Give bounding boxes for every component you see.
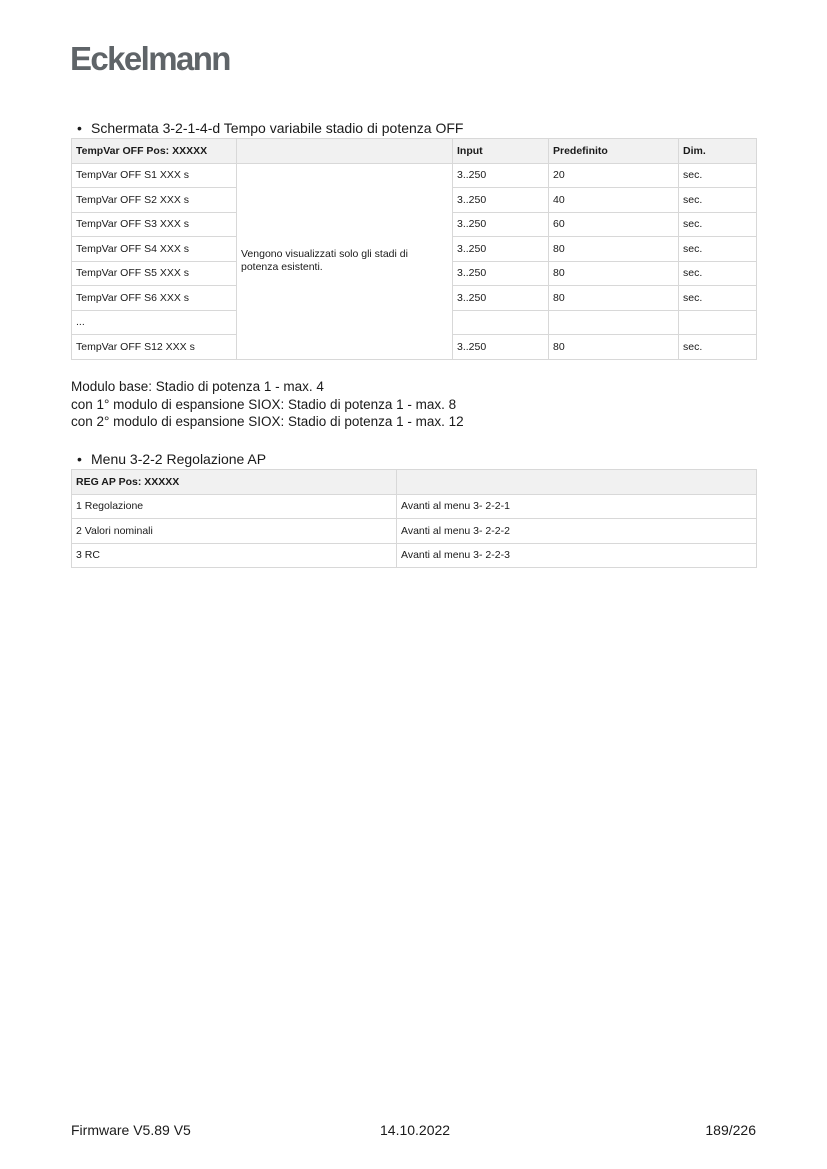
row-name: TempVar OFF S1 XXX s <box>72 163 237 188</box>
header-cell-empty <box>237 139 453 164</box>
reg-ap-table <box>71 469 757 568</box>
row-name: TempVar OFF S4 XXX s <box>72 237 237 262</box>
row-dim: sec. <box>679 261 757 286</box>
row-input: 3..250 <box>453 237 549 262</box>
row-dim: sec. <box>679 286 757 311</box>
row-dim: sec. <box>679 163 757 188</box>
row-name: TempVar OFF S6 XXX s <box>72 286 237 311</box>
row-default: 60 <box>549 212 679 237</box>
note-cell: Vengono visualizzati solo gli stadi di potenza esistenti. <box>237 163 453 359</box>
header-cell-input: Input <box>453 139 549 164</box>
row-default: 40 <box>549 188 679 213</box>
row-default: 20 <box>549 163 679 188</box>
header-cell-pos: REG AP Pos: XXXXX <box>72 470 397 495</box>
menu-item: 1 Regolazione <box>72 494 397 519</box>
footer-date: 14.10.2022 <box>380 1122 451 1138</box>
section-title-reg-ap <box>77 451 266 467</box>
row-input: 3..250 <box>453 163 549 188</box>
row-default: 80 <box>549 335 679 360</box>
menu-target: Avanti al menu 3- 2-2-3 <box>397 543 757 568</box>
table-row <box>72 519 757 544</box>
company-logo: Eckelmann <box>70 40 230 77</box>
note-line: Modulo base: Stadio di potenza 1 - max. 4 <box>71 379 324 394</box>
section-title-tempvar <box>77 120 463 136</box>
row-default: 80 <box>549 237 679 262</box>
note-line: con 1° modulo di espansione SIOX: Stadio di potenza 1 - max. 8 <box>71 396 457 412</box>
menu-item: 2 Valori nominali <box>72 519 397 544</box>
row-input: 3..250 <box>453 286 549 311</box>
row-input <box>453 310 549 335</box>
row-name: TempVar OFF S12 XXX s <box>72 335 237 360</box>
row-input: 3..250 <box>453 188 549 213</box>
footer-page-number: 189/226 <box>705 1122 756 1138</box>
section-title-text: Schermata 3-2-1-4-d Tempo variabile stadio di potenza OFF <box>91 120 464 136</box>
table-header-row <box>72 470 757 495</box>
note-line: con 2° modulo di espansione SIOX: Stadio di potenza 1 - max. 12 <box>71 414 464 429</box>
stage-notes <box>71 378 464 431</box>
header-cell-empty <box>397 470 757 495</box>
table-header-row <box>72 139 757 164</box>
menu-target: Avanti al menu 3- 2-2-2 <box>397 519 757 544</box>
bullet: • <box>77 120 82 136</box>
row-dim: sec. <box>679 188 757 213</box>
table-row <box>72 494 757 519</box>
row-name: TempVar OFF S5 XXX s <box>72 261 237 286</box>
row-name: TempVar OFF S2 XXX s <box>72 188 237 213</box>
table-row <box>72 163 757 188</box>
row-input: 3..250 <box>453 261 549 286</box>
header-cell-dim: Dim. <box>679 139 757 164</box>
row-default: 80 <box>549 261 679 286</box>
header-cell-default: Predefinito <box>549 139 679 164</box>
bullet: • <box>77 451 82 467</box>
row-name: TempVar OFF S3 XXX s <box>72 212 237 237</box>
section-title-text: Menu 3-2-2 Regolazione AP <box>91 451 267 467</box>
row-name: ... <box>72 310 237 335</box>
row-dim: sec. <box>679 335 757 360</box>
menu-item: 3 RC <box>72 543 397 568</box>
tempvar-table <box>71 138 757 360</box>
table-row <box>72 543 757 568</box>
row-default: 80 <box>549 286 679 311</box>
row-dim <box>679 310 757 335</box>
row-dim: sec. <box>679 237 757 262</box>
menu-target: Avanti al menu 3- 2-2-1 <box>397 494 757 519</box>
row-input: 3..250 <box>453 335 549 360</box>
row-default <box>549 310 679 335</box>
row-input: 3..250 <box>453 212 549 237</box>
row-dim: sec. <box>679 212 757 237</box>
footer-firmware: Firmware V5.89 V5 <box>71 1122 191 1138</box>
header-cell-pos: TempVar OFF Pos: XXXXX <box>72 139 237 164</box>
